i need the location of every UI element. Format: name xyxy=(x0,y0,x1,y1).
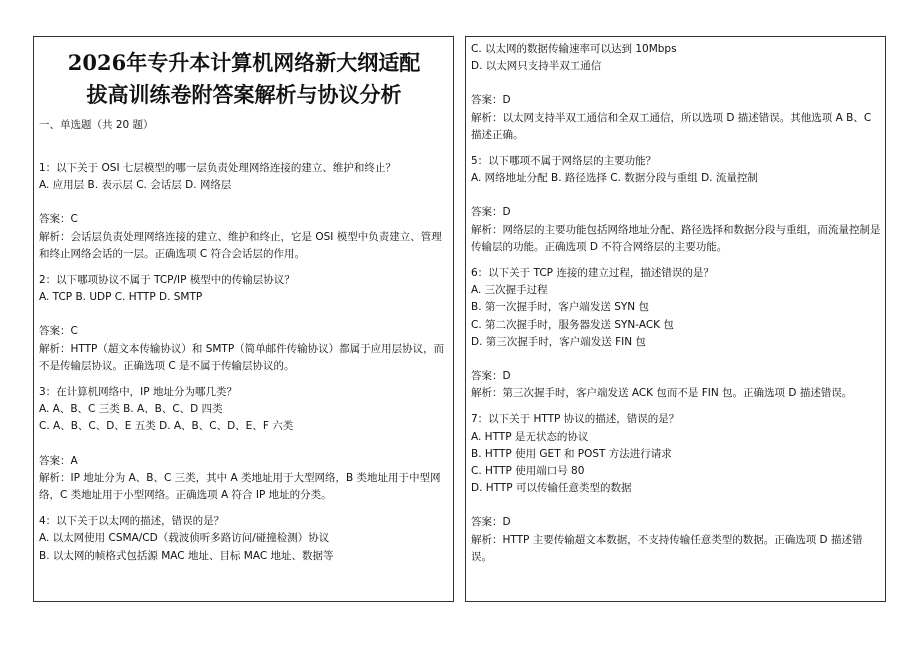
answer: 答案：D xyxy=(471,94,511,107)
page-title xyxy=(39,47,449,111)
question-stem: 4：以下关于以太网的描述，错误的是？ xyxy=(39,515,225,528)
question-6 xyxy=(471,265,881,411)
option-d: D. 第三次握手时，客户端发送 FIN 包 xyxy=(471,335,646,348)
analysis: 解析：HTTP（超文本传输协议）和 SMTP（简单邮件传输协议）都属于应用层协议，而不是传输层协议。正确选项 C 是不属于传输层协议的。 xyxy=(39,342,445,372)
analysis: 解析：会话层负责处理网络连接的建立、维护和终止，它是 OSI 模型中负责建立、管理和终止网络会话的一层。正确选项 C 符合会话层的作用。 xyxy=(39,230,442,260)
analysis: 解析：第三次握手时，客户端发送 ACK 包而不是 FIN 包。正确选项 D 描述错误。 xyxy=(471,387,853,400)
question-options: A. 应用层 B. 表示层 C. 会话层 D. 网络层 xyxy=(39,179,232,192)
title-line-1: 2026年专升本计算机网络新大纲适配 xyxy=(67,50,421,75)
question-stem: 2：以下哪项协议不属于 TCP/IP 模型中的传输层协议？ xyxy=(39,274,295,287)
right-column xyxy=(465,36,886,602)
answer: 答案：C xyxy=(39,325,78,338)
question-stem: 5：以下哪项不属于网络层的主要功能？ xyxy=(471,155,657,168)
analysis: 解析：以太网支持半双工通信和全双工通信，所以选项 D 描述错误。其他选项 A B、C 描述正确。 xyxy=(471,111,872,141)
question-4-continued xyxy=(471,41,881,153)
analysis: 解析：HTTP 主要传输超文本数据，不支持传输任意类型的数据。正确选项 D 描述错误。 xyxy=(471,533,863,563)
option-b: B. 第一次握手时，客户端发送 SYN 包 xyxy=(471,301,649,314)
question-options: C. A、B、C、D、E 五类 D. A、B、C、D、E、F 六类 xyxy=(39,420,294,433)
answer: 答案：D xyxy=(471,516,511,529)
title-line-2: 拔高训练卷附答案解析与协议分析 xyxy=(86,82,402,107)
option-c: C. HTTP 使用端口号 80 xyxy=(471,465,585,478)
option-b: B. HTTP 使用 GET 和 POST 方法进行请求 xyxy=(471,447,672,460)
option-d: D. HTTP 可以传输任意类型的数据 xyxy=(471,482,632,495)
answer: 答案：C xyxy=(39,213,78,226)
question-5 xyxy=(471,153,881,265)
section-heading: 一、单选题（共 20 题） xyxy=(39,119,154,131)
analysis: 解析：IP 地址分为 A、B、C 三类，其中 A 类地址用于大型网络，B 类地址用于中型网络，C 类地址用于小型网络。正确选项 A 符合 IP 地址的分类。 xyxy=(39,471,441,502)
option-a: A. HTTP 是无状态的协议 xyxy=(471,430,589,443)
answer: 答案：D xyxy=(471,206,511,219)
option-a: A. 以太网使用 CSMA/CD（载波侦听多路访问/碰撞检测）协议 xyxy=(39,532,330,545)
question-stem: 3：在计算机网络中，IP 地址分为哪几类？ xyxy=(39,386,237,399)
option-d: D. 以太网只支持半双工通信 xyxy=(471,60,602,73)
question-1 xyxy=(39,160,449,272)
answer: 答案：A xyxy=(39,454,78,467)
option-c: C. 以太网的数据传输速率可以达到 10Mbps xyxy=(471,43,677,55)
question-4 xyxy=(39,513,449,565)
question-2 xyxy=(39,272,449,384)
option-b: B. 以太网的帧格式包括源 MAC 地址、目标 MAC 地址、数据等 xyxy=(39,549,334,562)
question-options: A. TCP B. UDP C. HTTP D. SMTP xyxy=(39,291,203,304)
question-options: A. 网络地址分配 B. 路径选择 C. 数据分段与重组 D. 流量控制 xyxy=(471,172,758,185)
question-7 xyxy=(471,411,881,566)
option-a: A. 三次握手过程 xyxy=(471,284,548,297)
analysis: 解析：网络层的主要功能包括网络地址分配、路径选择和数据分段与重组，而流量控制是传输层的功能。正确选项 D 不符合网络层的主要功能。 xyxy=(471,223,881,253)
question-stem: 1：以下关于 OSI 七层模型的哪一层负责处理网络连接的建立、维护和终止？ xyxy=(39,162,396,174)
question-stem: 6：以下关于 TCP 连接的建立过程，描述错误的是？ xyxy=(471,267,714,280)
question-options: A. A、B、C 三类 B. A、B、C、D 四类 xyxy=(39,403,223,416)
left-column xyxy=(33,36,454,602)
question-3 xyxy=(39,384,449,513)
option-c: C. 第二次握手时，服务器发送 SYN-ACK 包 xyxy=(471,318,674,331)
answer: 答案：D xyxy=(471,370,511,383)
question-stem: 7：以下关于 HTTP 协议的描述，错误的是？ xyxy=(471,413,680,426)
